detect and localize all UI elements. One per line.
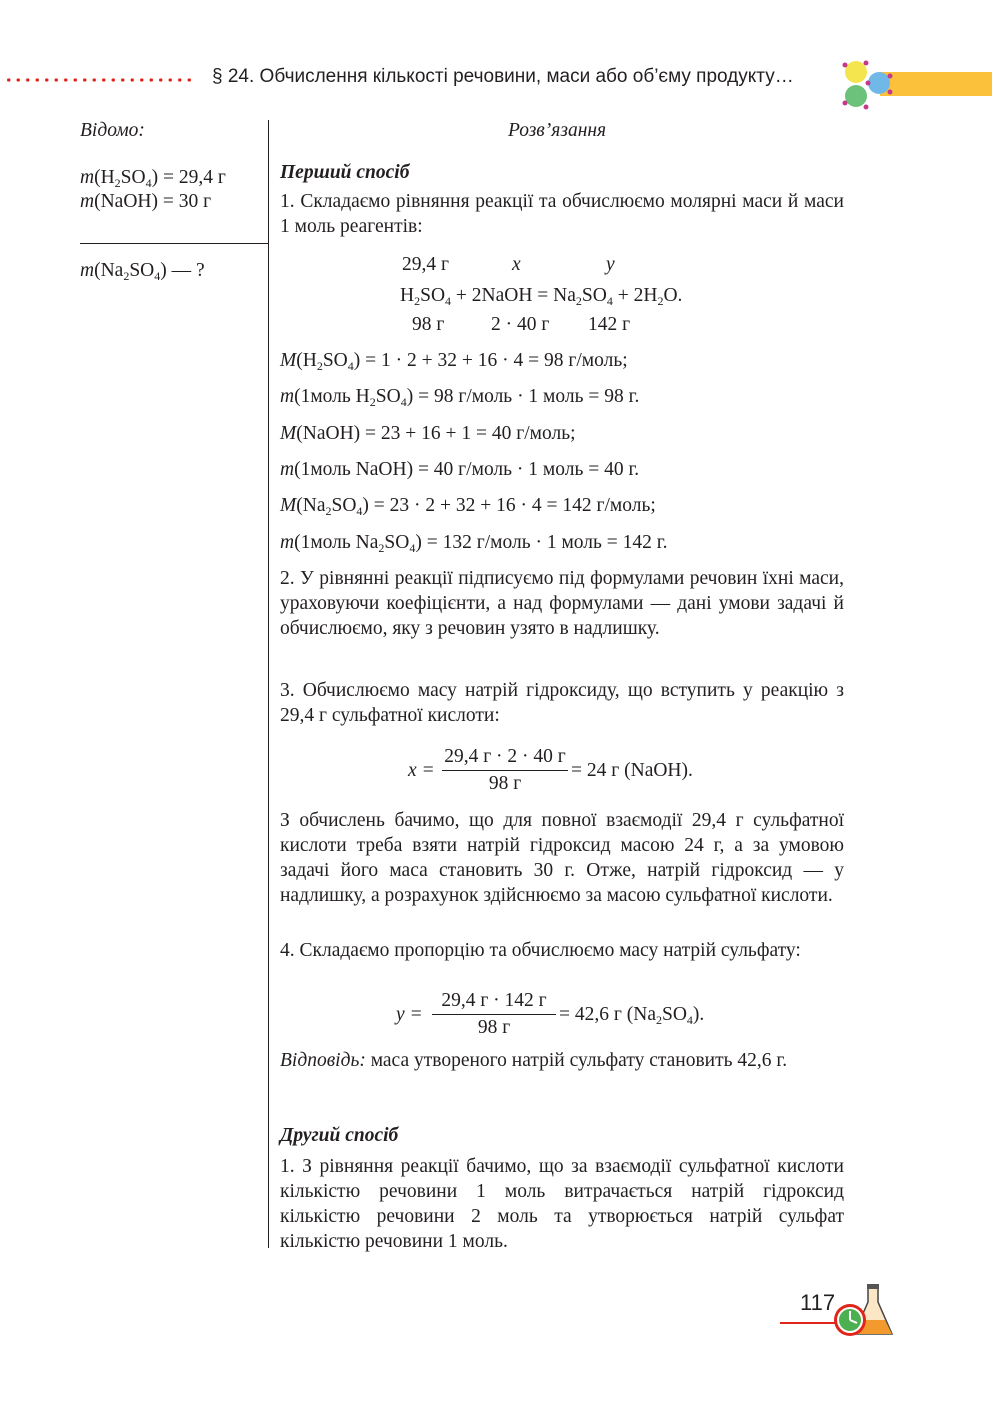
section-title: § 24. Обчислення кількості речовини, маси або об’єму продукту… — [212, 66, 794, 87]
molecule-icon — [838, 56, 898, 114]
calc-molar-na2so4: $M(Na_2SO_4) = 23 \cdot 2 + 32 + 16 \cdot 4 = 142$ г/моль; — [280, 495, 656, 518]
page-number: 117 — [800, 1290, 836, 1315]
given-mass-h2so4: $m(H_2SO_4) = 29,4$ г — [80, 167, 226, 190]
frac2-lhs: y = — [396, 1004, 423, 1025]
solution-heading: Розв’язання — [508, 120, 607, 141]
eq-below-h2so4: 98 г — [412, 314, 445, 335]
given-mass-naoh: m(NaOH) = 30 г — [80, 191, 212, 212]
method1-title: Перший спосіб — [280, 162, 410, 183]
step2-text: 2. У рівнянні реакції підписуємо під формулами речовин їхні маси, ураховуючи коефіцієнти, а над формулами — дані умови задачі й обчислюємо, яку з речовин узято в надлишку. — [280, 568, 844, 639]
given-heading: Відомо: — [80, 120, 145, 141]
calc-molar-h2so4: $M(H_2SO_4) = 1 \cdot 2 + 32 + 16 \cdot 4 = 98$ г/моль; — [280, 350, 628, 373]
method2-title: Другий спосіб — [280, 1125, 399, 1146]
calc-mass-na2so4: m(1моль $Na_2SO_4) = 132$ г/моль · 1 моль = 142 г. — [280, 532, 668, 555]
eq-below-naoh: 2 · 40 г — [491, 314, 550, 335]
conclusion-text: З обчислень бачимо, що для повної взаємодії 29,4 г сульфатної кислоти треба взяти натрій гідроксид масою 24 г, а за умовою задачі його маса становить 30 г. Отже, натрій гідроксид — у надлишку, а розрахунок здійснюємо за масою сульфатної кислоти. — [280, 810, 844, 906]
given-divider — [80, 243, 269, 244]
frac1-lhs: x = — [408, 760, 435, 781]
frac1-result: = 24 г (NaOH). — [571, 760, 693, 781]
answer-text: Відповідь: маса утвореного натрій сульфату становить 42,6 г. — [280, 1050, 788, 1071]
step4-text: 4. Складаємо пропорцію та обчислюємо масу натрій сульфату: — [280, 940, 801, 961]
eq-above-y: y — [606, 254, 615, 275]
step3-text: 3. Обчислюємо масу натрій гідроксиду, що вступить у реакцію з 29,4 г сульфатної кислоти: — [280, 680, 844, 726]
frac1-numerator: 29,4 г · 2 · 40 г — [444, 746, 566, 767]
column-divider — [268, 120, 269, 1248]
find-mass-na2so4: $m(Na_2SO_4)$ — ? — [80, 260, 205, 283]
frac2-denominator: 98 г — [477, 1017, 511, 1038]
calc-molar-naoh: M(NaOH) = 23 + 16 + 1 = 40 г/моль; — [280, 423, 576, 444]
eq-below-na2so4: 142 г — [588, 314, 631, 335]
calc-mass-naoh: m(1моль NaOH) = 40 г/моль · 1 моль = 40 г. — [280, 459, 640, 480]
flask-clock-icon — [828, 1282, 898, 1342]
method2-step1-text: 1. З рівняння реакції бачимо, що за взаємодії сульфатної кислоти кількістю речовини 1 моль витрачається натрій гідроксид кількістю речовини 2 моль та утворюється натрій сульфат кількістю речовини 1 моль. — [280, 1156, 844, 1252]
frac1-denominator: 98 г — [488, 773, 522, 794]
header-dotted-line — [4, 78, 194, 82]
step1-text: 1. Складаємо рівняння реакції та обчислюємо молярні маси й маси 1 моль реагентів: — [280, 191, 844, 237]
eq-above-x: x — [512, 254, 521, 275]
frac2-numerator: 29,4 г · 142 г — [441, 990, 547, 1011]
calc-mass-h2so4: m(1моль $H_2SO_4) = 98$ г/моль · 1 моль = 98 г. — [280, 386, 640, 409]
frac2-result: = 42,6 г $(Na_2SO_4)$. — [559, 1004, 705, 1027]
eq-above-h2so4: 29,4 г — [402, 254, 449, 275]
reaction-equation: $H_2SO_4$ + 2NaOH = $Na_2SO_4 + 2H_2O$. — [400, 285, 683, 308]
